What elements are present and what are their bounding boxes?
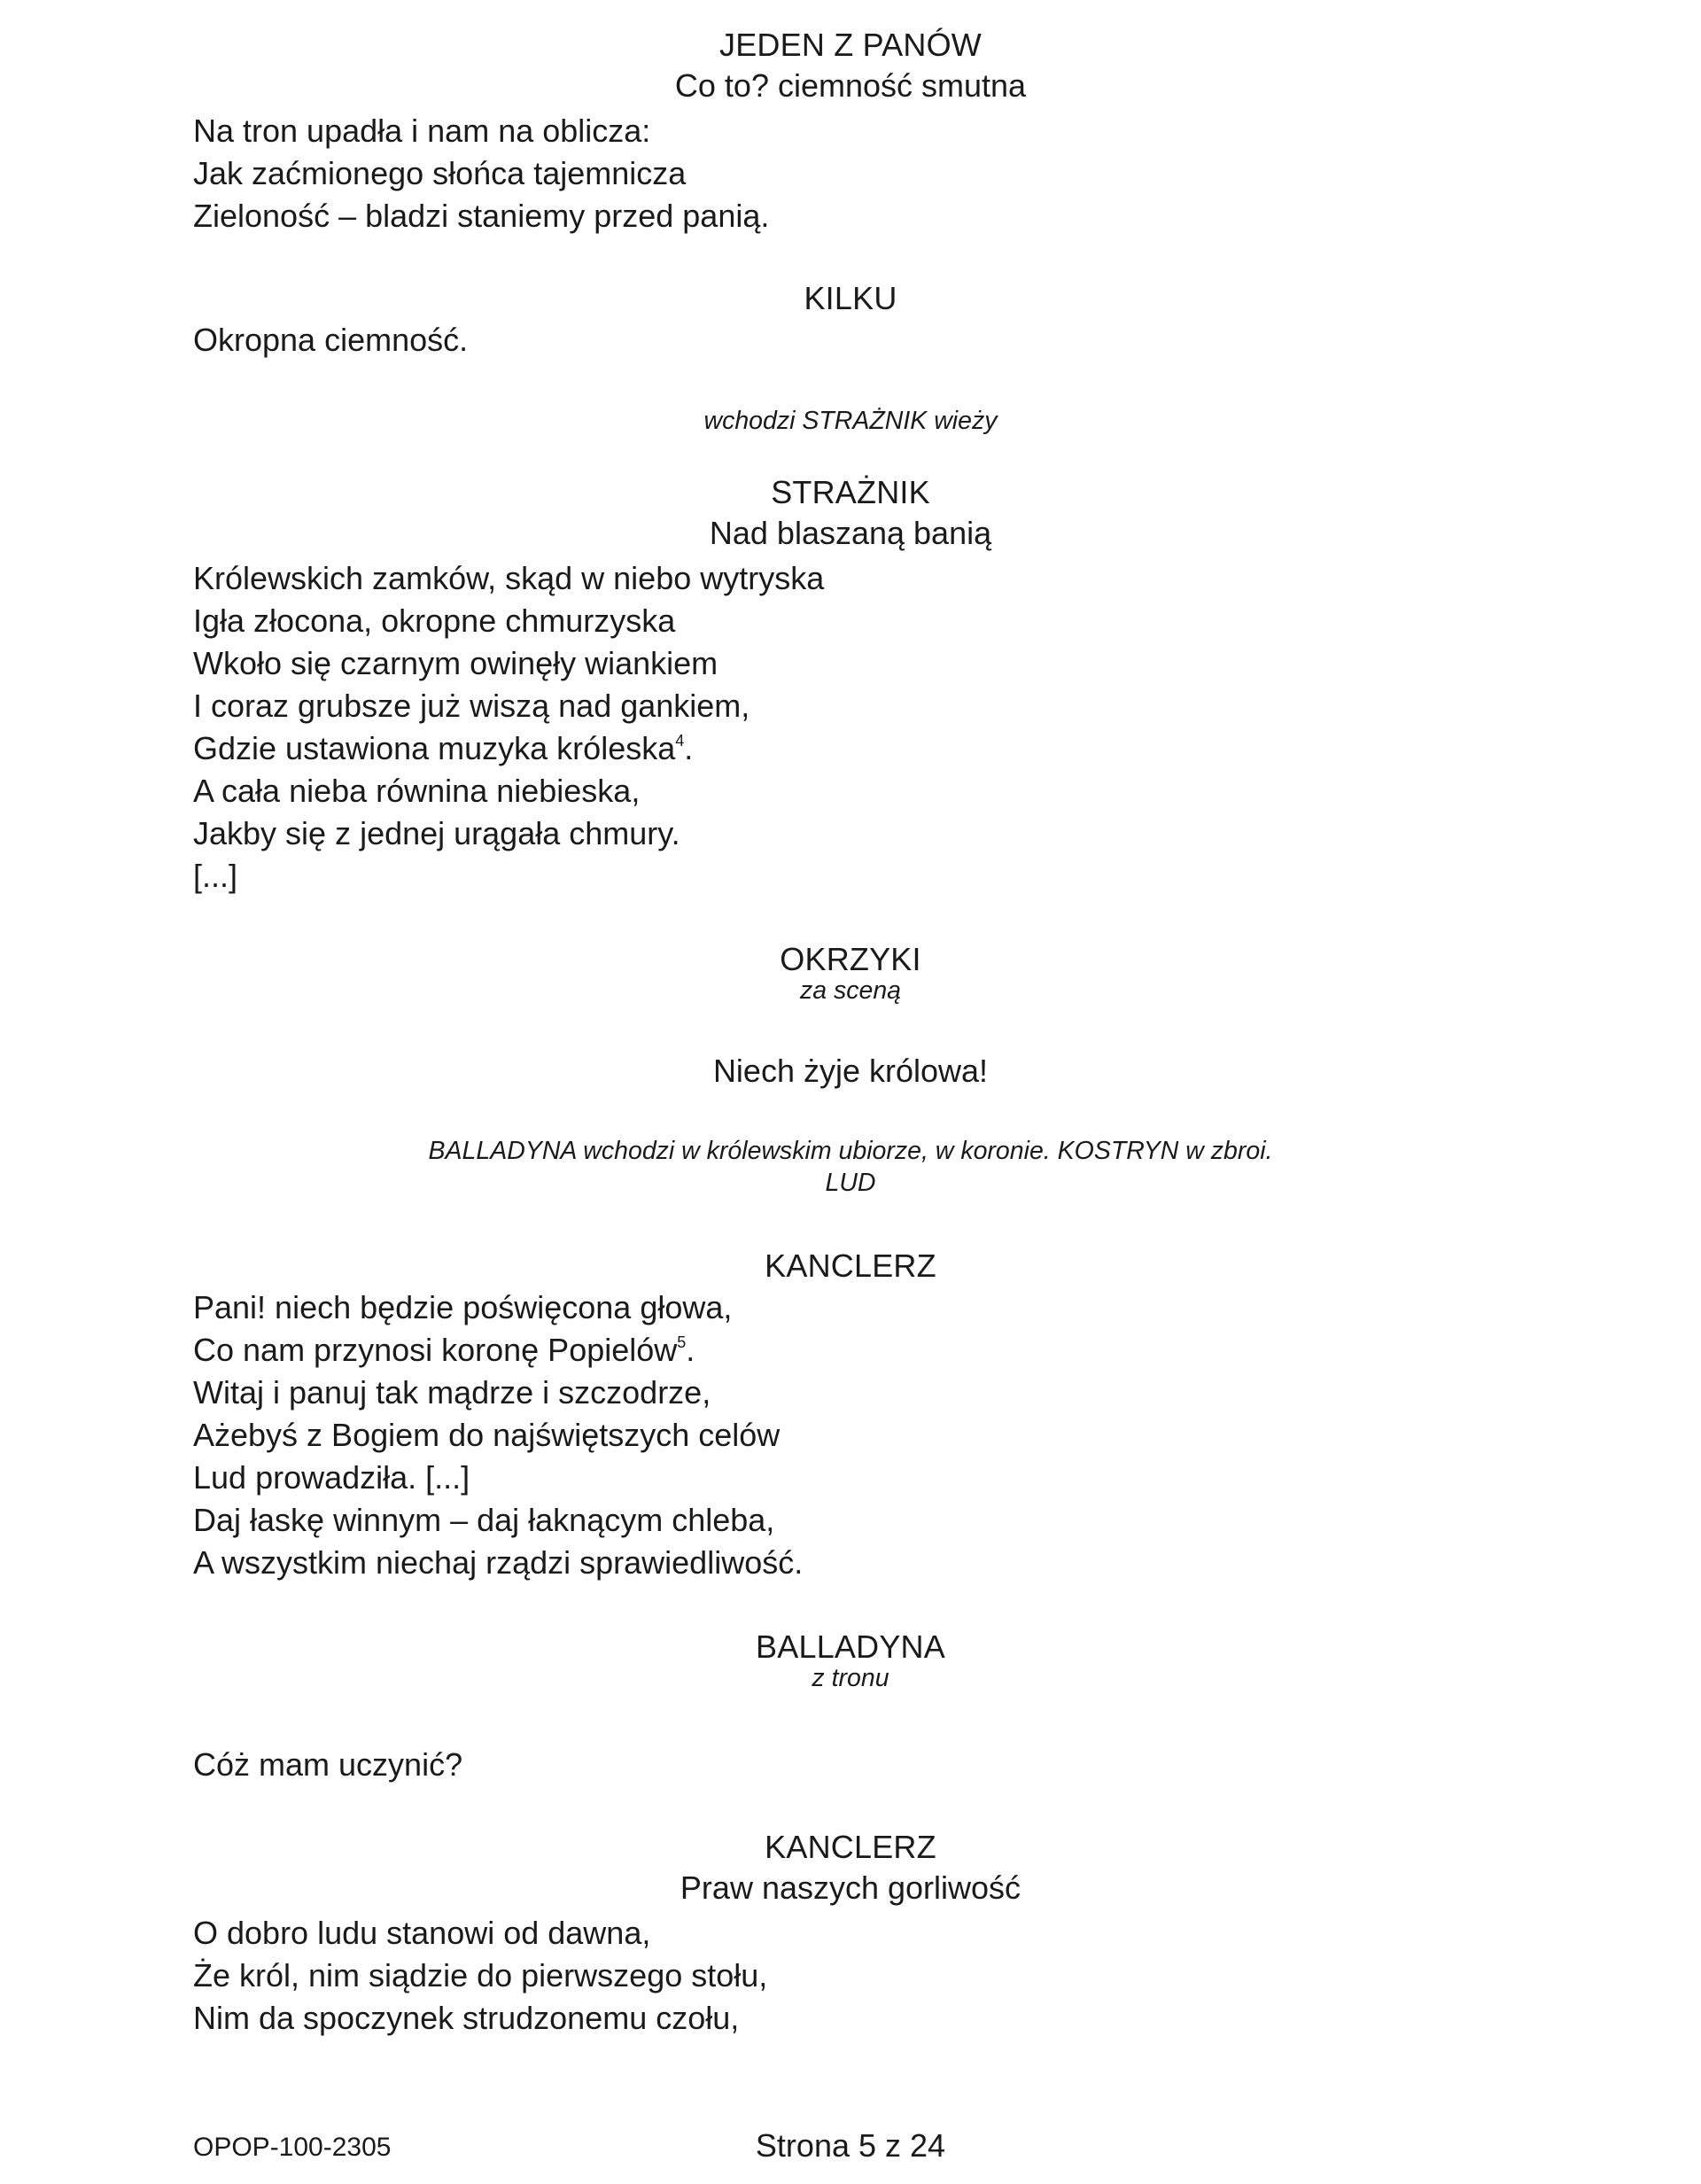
stage-direction-text: BALLADYNA wchodzi w królewskim ubiorze, w koronie. KOSTRYN w zbroi. <box>428 1137 1273 1165</box>
verse-line-with-footnote <box>193 1329 1508 1372</box>
verse-line: Witaj i panuj tak mądrze i szczodrze, <box>193 1374 711 1411</box>
verse-line: A wszystkim niechaj rządzi sprawiedliwość. <box>193 1544 804 1581</box>
verse-line: Pani! niech będzie poświęcona głowa, <box>193 1289 733 1325</box>
verse-line: Zieloność – bladzi staniemy przed panią. <box>193 198 770 234</box>
stage-direction-text: wchodzi STRAŻNIK wieży <box>703 407 998 435</box>
speech-kilku <box>193 278 1508 361</box>
speaker-name: OKRZYKI <box>780 941 921 977</box>
half-line-center: Co to? ciemność smutna <box>674 67 1027 104</box>
document-code: OPOP-100-2305 <box>193 2133 392 2162</box>
speech-okrzyki <box>193 939 1508 1007</box>
verse-lines <box>193 557 1508 898</box>
stage-direction <box>193 405 1508 437</box>
speech-kanclerz <box>193 1827 1508 1908</box>
stage-direction-text: LUD <box>825 1169 876 1197</box>
verse-lines <box>193 110 1508 237</box>
speaker-name: KANCLERZ <box>765 1829 936 1865</box>
speech-balladyna <box>193 1627 1508 1694</box>
verse-line: Daj łaskę winnym – daj łaknącym chleba, <box>193 1502 775 1538</box>
verse-text: Co nam przynosi koronę Popielów <box>193 1332 678 1368</box>
verse-line: Jak zaćmionego słońca tajemnicza <box>193 155 687 191</box>
stage-direction <box>193 1135 1508 1199</box>
verse-line: Igła złocona, okropne chmurzyska <box>193 602 676 639</box>
speaker-name: JEDEN Z PANÓW <box>719 27 982 63</box>
stage-direction-text: za sceną <box>799 976 902 1005</box>
verse-line: Wkoło się czarnym owinęły wiankiem <box>193 645 718 681</box>
verse-line: [...] <box>193 858 238 894</box>
punctuation: . <box>686 1332 695 1368</box>
verse-line: A cała nieba równina niebieska, <box>193 773 641 809</box>
verse-line: O dobro ludu stanowi od dawna, <box>193 1915 651 1951</box>
verse-line: Ażebyś z Bogiem do najświętszych celów <box>193 1417 781 1453</box>
footnote-marker: 4 <box>675 732 685 750</box>
half-line-center: Praw naszych gorliwość <box>680 1869 1021 1906</box>
stage-direction-text: z tronu <box>812 1664 889 1692</box>
half-line-center: Nad blaszaną banią <box>709 515 992 551</box>
verse-line: Na tron upadła i nam na oblicza: <box>193 113 651 149</box>
footnote-marker: 5 <box>677 1333 687 1351</box>
verse-line: Jakby się z jednej urągała chmury. <box>193 815 680 851</box>
verse-text: Gdzie ustawiona muzyka króleska <box>193 730 676 766</box>
page-number: Strona 5 z 24 <box>755 2127 946 2164</box>
verse-line-with-footnote <box>193 727 1508 770</box>
verse-lines <box>193 1744 1508 1786</box>
speaker-name: KILKU <box>804 280 897 316</box>
verse-line: Że król, nim siądzie do pierwszego stołu, <box>193 1957 768 1994</box>
exclamation <box>193 1051 1508 1092</box>
speech-jeden-z-panow <box>193 25 1508 106</box>
verse-line: Lud prowadziła. [...] <box>193 1459 470 1496</box>
speech-kanclerz <box>193 1246 1508 1584</box>
punctuation: . <box>684 730 694 766</box>
verse-line: Nim da spoczynek strudzonemu czołu, <box>193 2000 740 2036</box>
verse-line: Okropna ciemność. <box>193 322 469 358</box>
speaker-name: BALLADYNA <box>756 1628 945 1665</box>
speaker-name: STRAŻNIK <box>771 474 930 510</box>
verse-line: I coraz grubsze już wiszą nad gankiem, <box>193 688 750 724</box>
speaker-name: KANCLERZ <box>765 1247 936 1284</box>
speech-straznik <box>193 472 1508 554</box>
verse-line: Królewskich zamków, skąd w niebo wytryska <box>193 560 825 596</box>
exclamation-line: Niech żyje królowa! <box>712 1053 989 1089</box>
verse-lines <box>193 1912 1508 2040</box>
verse-line: Cóż mam uczynić? <box>193 1746 463 1783</box>
